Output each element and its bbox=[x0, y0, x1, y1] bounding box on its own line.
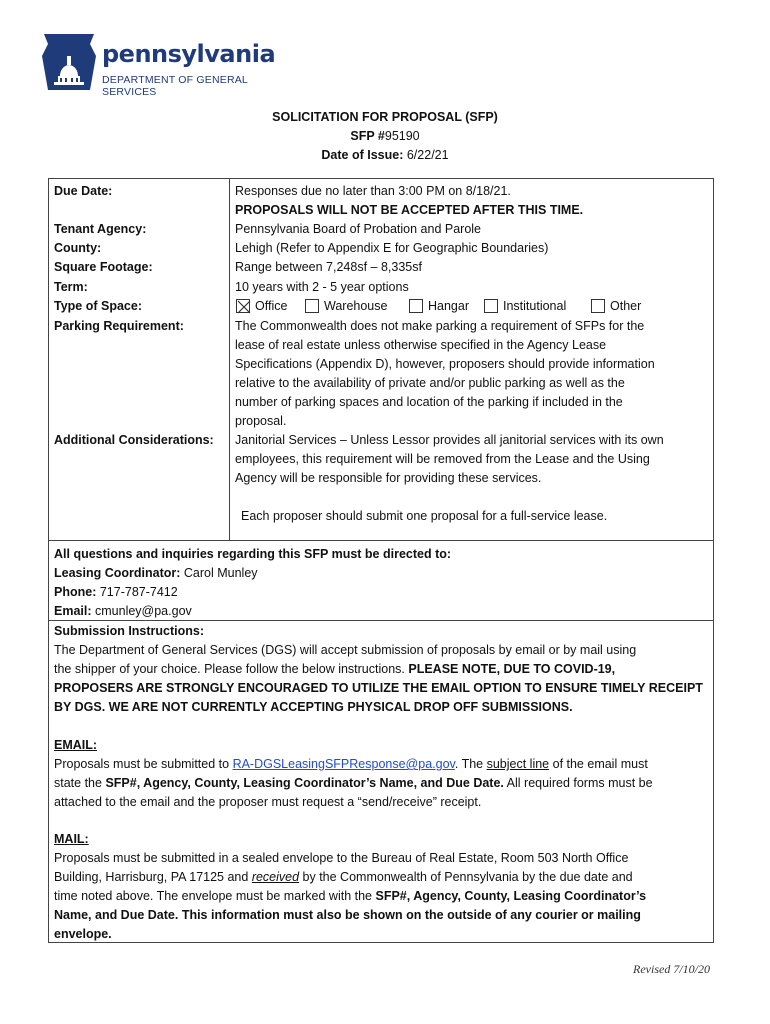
submission-intro-line: The Department of General Services (DGS) will accept submission of proposals by email or by mail using bbox=[54, 643, 637, 657]
warehouse-checkbox[interactable] bbox=[305, 299, 319, 313]
additional-line: Agency will be responsible for providing these services. bbox=[235, 471, 542, 485]
logo-department: DEPARTMENT OF GENERAL SERVICES bbox=[102, 74, 248, 98]
mail-required-fields: Name, and Due Date. This information must also be shown on the outside of any courier or mailing bbox=[54, 908, 641, 922]
phone-value: 717-787-7412 bbox=[99, 585, 178, 599]
capitol-keystone-icon bbox=[40, 32, 98, 94]
submission-intro-line: the shipper of your choice. Please follow the below instructions. bbox=[54, 662, 409, 676]
parking-line: relative to the availability of private and/or public parking as well as the bbox=[235, 376, 625, 390]
email-section-heading: EMAIL: bbox=[54, 738, 98, 752]
covid-notice: PLEASE NOTE, DUE TO COVID-19, bbox=[408, 662, 616, 676]
contact-heading: All questions and inquiries regarding this SFP must be directed to: bbox=[54, 547, 452, 561]
additional-line: Janitorial Services – Unless Lessor provides all janitorial services with its own bbox=[235, 433, 664, 447]
mail-instruction-text: time noted above. The envelope must be marked with the bbox=[54, 889, 376, 903]
square-footage-value: Range between 7,248sf – 8,335sf bbox=[235, 260, 422, 274]
email-instruction-text: . The bbox=[454, 757, 487, 771]
mail-instruction-text: Building, Harrisburg, PA 17125 and bbox=[54, 870, 252, 884]
tenant-agency-label: Tenant Agency: bbox=[54, 222, 147, 236]
covid-notice-line: PROPOSERS ARE STRONGLY ENCOURAGED TO UTILIZE THE EMAIL OPTION TO ENSURE TIMELY RECEIPT bbox=[54, 681, 703, 695]
warehouse-option-label: Warehouse bbox=[324, 299, 388, 313]
submission-heading: Submission Instructions: bbox=[54, 624, 205, 638]
parking-line: lease of real estate unless otherwise specified in the Agency Lease bbox=[235, 338, 607, 352]
email-instruction-text: Proposals must be submitted to bbox=[54, 757, 233, 771]
email-instruction-text: of the email must bbox=[549, 757, 648, 771]
additional-line: employees, this requirement will be removed from the Lease and the Using bbox=[235, 452, 650, 466]
parking-line: The Commonwealth does not make parking a requirement of SFPs for the bbox=[235, 319, 645, 333]
mail-required-fields: envelope. bbox=[54, 927, 112, 941]
institutional-checkbox[interactable] bbox=[484, 299, 498, 313]
email-instruction-text: All required forms must be bbox=[503, 776, 653, 790]
other-checkbox[interactable] bbox=[591, 299, 605, 313]
subject-line-text: subject line bbox=[486, 757, 550, 771]
other-option-label: Other bbox=[610, 299, 642, 313]
additional-considerations-label: Additional Considerations: bbox=[54, 433, 214, 447]
covid-notice-line: BY DGS. WE ARE NOT CURRENTLY ACCEPTING PHYSICAL DROP OFF SUBMISSIONS. bbox=[54, 700, 573, 714]
due-date-label: Due Date: bbox=[54, 184, 113, 198]
document-title: SOLICITATION FOR PROPOSAL (SFP) bbox=[272, 110, 498, 124]
parking-label: Parking Requirement: bbox=[54, 319, 184, 333]
mail-required-fields: SFP#, Agency, County, Leasing Coordinator’s bbox=[375, 889, 647, 903]
coordinator-label: Leasing Coordinator: bbox=[54, 566, 181, 580]
term-label: Term: bbox=[54, 280, 88, 294]
email-value: cmunley@pa.gov bbox=[95, 604, 192, 618]
county-value: Lehigh (Refer to Appendix E for Geographic Boundaries) bbox=[235, 241, 549, 255]
email-required-fields: SFP#, Agency, County, Leasing Coordinator’s Name, and Due Date. bbox=[105, 776, 504, 790]
issue-date-value: 6/22/21 bbox=[406, 148, 449, 162]
checkbox-x-icon bbox=[237, 300, 251, 314]
institutional-option-label: Institutional bbox=[503, 299, 567, 313]
sfp-number: 95190 bbox=[384, 129, 420, 143]
mail-section-heading: MAIL: bbox=[54, 832, 89, 846]
square-footage-label: Square Footage: bbox=[54, 260, 153, 274]
term-value: 10 years with 2 - 5 year options bbox=[235, 280, 409, 294]
parking-line: proposal. bbox=[235, 414, 287, 428]
county-label: County: bbox=[54, 241, 102, 255]
full-service-note: Each proposer should submit one proposal for a full-service lease. bbox=[241, 509, 608, 523]
dgs-logo bbox=[40, 32, 300, 96]
hangar-checkbox[interactable] bbox=[409, 299, 423, 313]
revision-note: Revised 7/10/20 bbox=[633, 962, 710, 976]
office-option-label: Office bbox=[255, 299, 288, 313]
space-type-label: Type of Space: bbox=[54, 299, 142, 313]
mail-instruction-text: by the Commonwealth of Pennsylvania by the due date and bbox=[299, 870, 633, 884]
parking-line: number of parking spaces and location of the parking if included in the bbox=[235, 395, 623, 409]
due-date-value: Responses due no later than 3:00 PM on 8/18/21. bbox=[235, 184, 511, 198]
details-divider bbox=[229, 178, 230, 541]
email-instruction-text: state the bbox=[54, 776, 106, 790]
phone-label: Phone: bbox=[54, 585, 97, 599]
logo-name: pennsylvania bbox=[102, 40, 276, 68]
sfp-label: SFP # bbox=[350, 129, 385, 143]
submission-email-link[interactable]: RA-DGSLeasingSFPResponse@pa.gov bbox=[232, 757, 455, 771]
mail-instruction-text: Proposals must be submitted in a sealed envelope to the Bureau of Real Estate, Room 503 North Office bbox=[54, 851, 629, 865]
coordinator-name: Carol Munley bbox=[183, 566, 258, 580]
document-heading bbox=[0, 108, 770, 165]
tenant-agency-value: Pennsylvania Board of Probation and Parole bbox=[235, 222, 481, 236]
parking-line: Specifications (Appendix D), however, proposers should provide information bbox=[235, 357, 655, 371]
received-emphasis: received bbox=[251, 870, 300, 884]
email-label: Email: bbox=[54, 604, 92, 618]
office-checkbox[interactable] bbox=[236, 299, 250, 313]
email-instruction-text: attached to the email and the proposer must request a “send/receive” receipt. bbox=[54, 795, 482, 809]
issue-date-label: Date of Issue: bbox=[321, 148, 404, 162]
hangar-option-label: Hangar bbox=[428, 299, 469, 313]
due-date-note: PROPOSALS WILL NOT BE ACCEPTED AFTER THIS TIME. bbox=[235, 203, 584, 217]
